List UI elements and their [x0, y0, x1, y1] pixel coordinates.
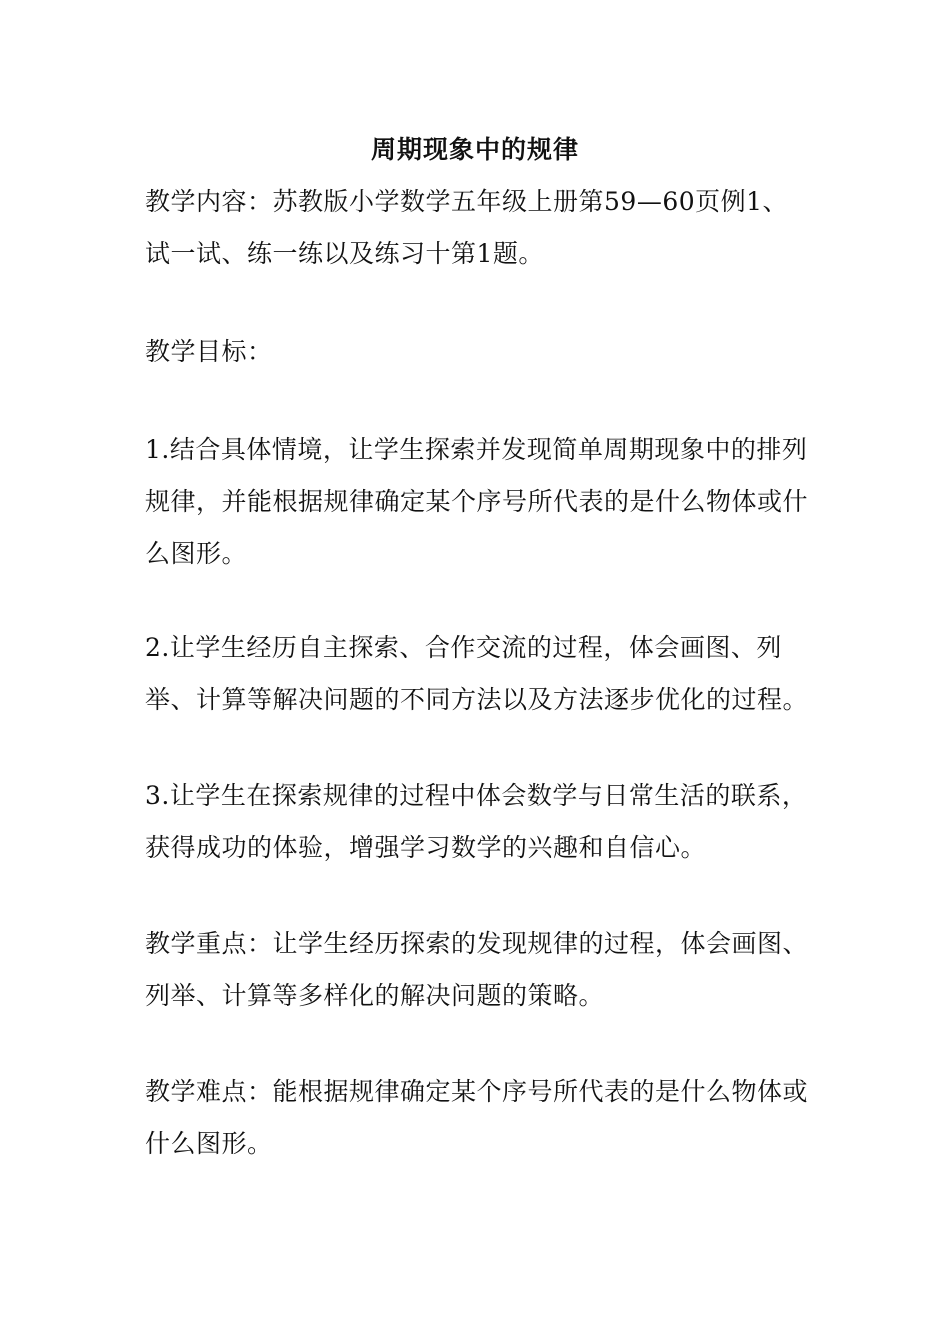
teaching-goal-1: 1.结合具体情境，让学生探索并发现简单周期现象中的排列规律，并能根据规律确定某个序号所代表的是什么物体或什么图形。 [145, 435, 809, 568]
teaching-content: 教学内容：苏教版小学数学五年级上册第59—60页例1、试一试、练一练以及练习十第1题。 [145, 187, 789, 268]
teaching-goals-heading: 教学目标： [145, 337, 273, 366]
document-title: 周期现象中的规律 [370, 135, 579, 164]
teaching-goal-2: 2.让学生经历自主探索、合作交流的过程，体会画图、列举、计算等解决问题的不同方法以及方法逐步优化的过程。 [145, 633, 809, 714]
teaching-difficulty: 教学难点：能根据规律确定某个序号所代表的是什么物体或什么图形。 [145, 1077, 809, 1158]
teaching-key-point: 教学重点：让学生经历探索的发现规律的过程，体会画图、列举、计算等多样化的解决问题的策略。 [145, 929, 809, 1010]
teaching-goal-3: 3.让学生在探索规律的过程中体会数学与日常生活的联系，获得成功的体验，增强学习数学的兴趣和自信心。 [145, 781, 808, 862]
